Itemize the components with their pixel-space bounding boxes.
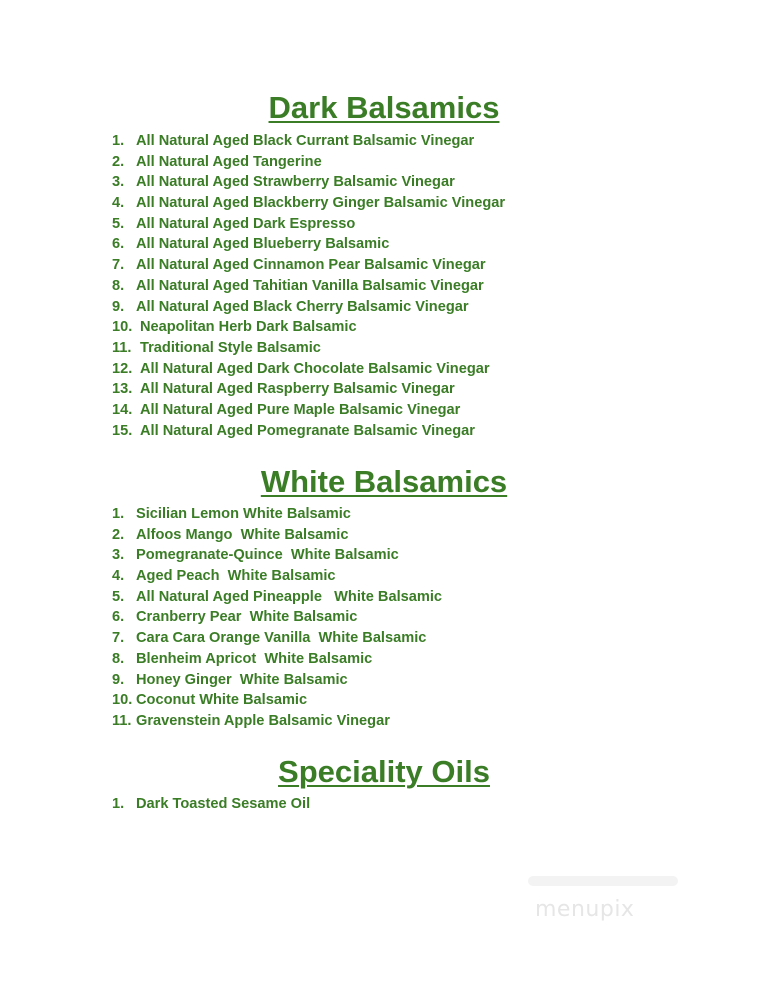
item-name: Blenheim Apricot White Balsamic bbox=[136, 650, 373, 667]
item-name: All Natural Aged Blackberry Ginger Balsamic Vinegar bbox=[136, 195, 506, 212]
item-name: Cranberry Pear White Balsamic bbox=[136, 609, 358, 626]
list-item bbox=[112, 711, 442, 732]
item-name: Traditional Style Balsamic bbox=[140, 339, 321, 356]
list-item bbox=[112, 317, 505, 338]
item-name: Pomegranate-Quince White Balsamic bbox=[136, 547, 399, 564]
list-item bbox=[112, 359, 505, 380]
item-number: 8. bbox=[112, 650, 125, 667]
item-number: 5. bbox=[112, 215, 125, 232]
item-number: 4. bbox=[112, 568, 125, 585]
item-name: All Natural Aged Blueberry Balsamic bbox=[136, 236, 390, 253]
item-number: 9. bbox=[112, 671, 125, 688]
item-name: All Natural Aged Black Cherry Balsamic Vinegar bbox=[136, 298, 469, 315]
item-name: All Natural Aged Pure Maple Balsamic Vinegar bbox=[140, 401, 461, 418]
item-name: Sicilian Lemon White Balsamic bbox=[136, 506, 351, 522]
list-item bbox=[112, 504, 442, 525]
item-name: All Natural Aged Pineapple White Balsamic bbox=[136, 588, 442, 605]
item-number: 7. bbox=[112, 257, 125, 274]
list-item bbox=[112, 670, 442, 691]
item-number: 15. bbox=[112, 422, 133, 439]
item-number: 10. bbox=[112, 692, 133, 709]
item-number: 12. bbox=[112, 360, 133, 377]
item-number: 2. bbox=[112, 526, 125, 543]
item-name: All Natural Aged Dark Chocolate Balsamic Vinegar bbox=[140, 360, 490, 377]
item-name: Coconut White Balsamic bbox=[136, 692, 308, 709]
speciality-oils-heading: Speciality Oils bbox=[278, 754, 490, 789]
item-number: 6. bbox=[112, 236, 125, 253]
item-number: 13. bbox=[112, 381, 133, 398]
item-number: 6. bbox=[112, 609, 125, 626]
list-item bbox=[112, 297, 505, 318]
item-number: 3. bbox=[112, 547, 125, 564]
item-name: All Natural Aged Cinnamon Pear Balsamic Vinegar bbox=[136, 257, 486, 274]
item-name: All Natural Aged Tahitian Vanilla Balsamic Vinegar bbox=[136, 277, 484, 294]
item-number: 8. bbox=[112, 277, 125, 294]
list-item bbox=[112, 193, 505, 214]
item-name: Aged Peach White Balsamic bbox=[136, 568, 336, 585]
white-balsamics-heading: White Balsamics bbox=[260, 464, 508, 499]
list-item bbox=[112, 172, 505, 193]
item-name: All Natural Aged Raspberry Balsamic Vinegar bbox=[140, 381, 455, 398]
item-number: 10. bbox=[112, 319, 133, 336]
item-number: 2. bbox=[112, 153, 125, 170]
list-item bbox=[112, 690, 442, 711]
list-item bbox=[112, 276, 505, 297]
list-item bbox=[112, 587, 442, 608]
item-number: 1. bbox=[112, 506, 125, 522]
item-number: 1. bbox=[112, 796, 125, 812]
list-item bbox=[112, 152, 505, 173]
item-name: Gravenstein Apple Balsamic Vinegar bbox=[136, 712, 390, 729]
item-number: 11. bbox=[112, 712, 132, 729]
list-item bbox=[112, 607, 442, 628]
item-number: 9. bbox=[112, 298, 125, 315]
dark-balsamics-heading: Dark Balsamics bbox=[268, 90, 500, 125]
item-number: 11. bbox=[112, 339, 132, 356]
list-item bbox=[112, 545, 442, 566]
item-name: Dark Toasted Sesame Oil bbox=[136, 796, 311, 812]
list-item bbox=[112, 400, 505, 421]
dark-balsamics-list bbox=[112, 131, 505, 441]
item-name: All Natural Aged Strawberry Balsamic Vinegar bbox=[136, 174, 455, 191]
list-item bbox=[112, 794, 310, 815]
list-item bbox=[112, 421, 505, 442]
item-number: 14. bbox=[112, 401, 133, 418]
list-item bbox=[112, 379, 505, 400]
item-name: Cara Cara Orange Vanilla White Balsamic bbox=[136, 630, 427, 647]
item-number: 7. bbox=[112, 630, 125, 647]
white-balsamics-list bbox=[112, 504, 442, 732]
item-number: 5. bbox=[112, 588, 125, 605]
list-item bbox=[112, 566, 442, 587]
list-item bbox=[112, 234, 505, 255]
item-number: 1. bbox=[112, 133, 125, 149]
list-item bbox=[112, 214, 505, 235]
list-item bbox=[112, 525, 442, 546]
item-name: Neapolitan Herb Dark Balsamic bbox=[140, 319, 357, 336]
item-name: Honey Ginger White Balsamic bbox=[136, 671, 348, 688]
watermark-logo: menupix bbox=[535, 897, 635, 922]
item-number: 4. bbox=[112, 195, 125, 212]
item-name: All Natural Aged Dark Espresso bbox=[136, 215, 356, 232]
item-name: All Natural Aged Tangerine bbox=[136, 153, 322, 170]
speciality-oils-list bbox=[112, 794, 310, 815]
list-item bbox=[112, 255, 505, 276]
item-name: All Natural Aged Black Currant Balsamic Vinegar bbox=[136, 133, 475, 149]
list-item bbox=[112, 649, 442, 670]
item-name: Alfoos Mango White Balsamic bbox=[136, 526, 349, 543]
item-number: 3. bbox=[112, 174, 125, 191]
list-item bbox=[112, 628, 442, 649]
watermark-blur bbox=[528, 876, 678, 886]
list-item bbox=[112, 338, 505, 359]
item-name: All Natural Aged Pomegranate Balsamic Vinegar bbox=[140, 422, 475, 439]
list-item bbox=[112, 131, 505, 152]
